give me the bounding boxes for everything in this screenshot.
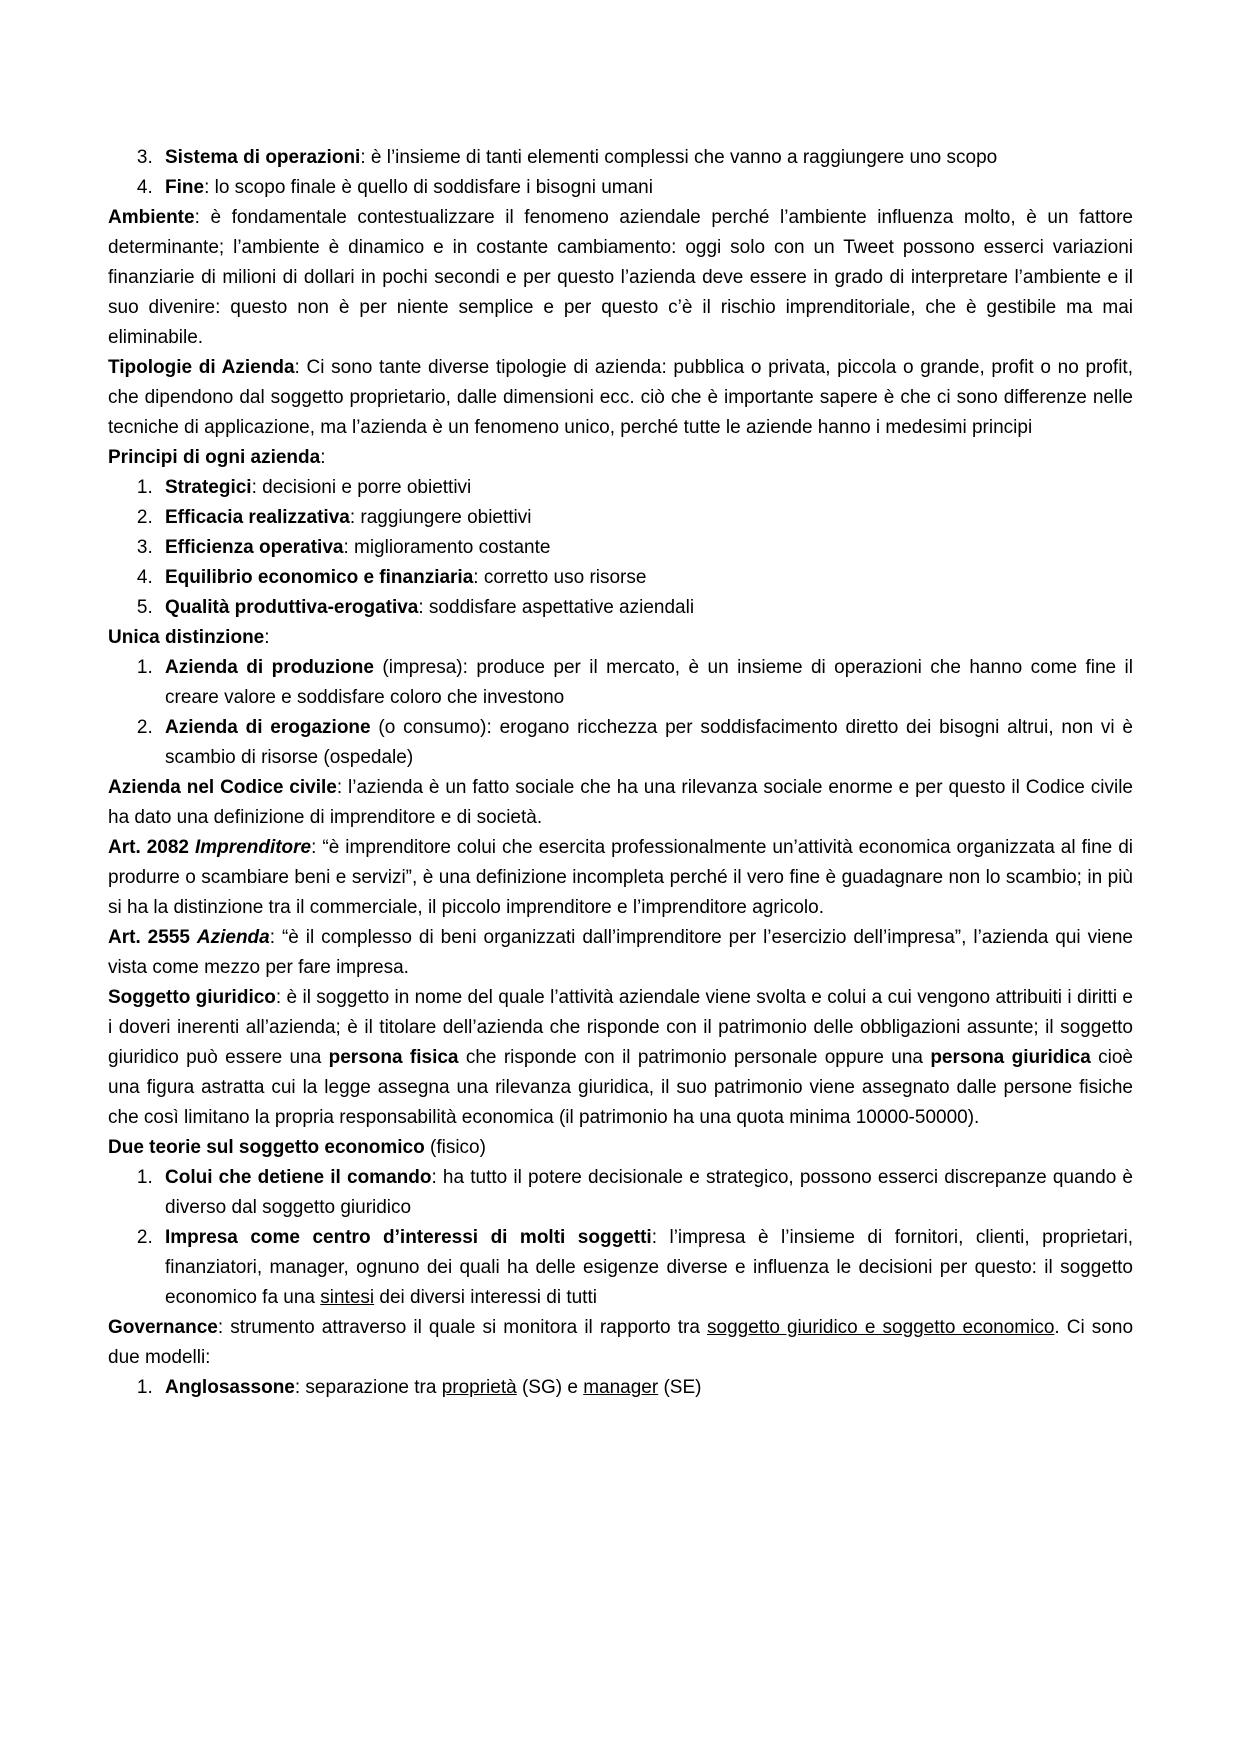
bold-text: persona fisica <box>328 1047 459 1068</box>
art-2082-paragraph <box>108 833 1133 923</box>
ambiente-paragraph <box>108 203 1133 353</box>
principi-heading <box>108 443 1133 473</box>
text-segment: : è l’insieme di tanti elementi complessi che vanno a raggiungere uno scopo <box>360 147 998 168</box>
bold-text: Art. 2082 <box>108 837 195 858</box>
definition-list-items-3-4 <box>108 143 1133 203</box>
underlined-text: soggetto giuridico e soggetto economico <box>707 1317 1055 1338</box>
bold-text: Qualità produttiva-erogativa <box>165 597 419 618</box>
text-segment: (SG) e <box>516 1377 584 1398</box>
text-segment: : <box>320 447 326 468</box>
list-item <box>158 143 1133 173</box>
text-segment: : è fondamentale contestualizzare il fenomeno aziendale perché l’ambiente influenza molto, è un fattore determinante; l’ambiente è dinamico e in costante cambiamento: oggi solo con un Tweet possono esserci variazioni finanziarie di milioni di dollari in pochi secondi e per questo l’azienda deve essere in grado di interpretare l’ambiente e il suo divenire: questo non è per niente semplice e per questo c’è il rischio imprenditoriale, che è gestibile ma mai eliminabile. <box>108 207 1133 348</box>
text-segment: : separazione tra <box>294 1377 442 1398</box>
bold-text: Art. 2555 <box>108 927 197 948</box>
bold-text: persona giuridica <box>930 1047 1091 1068</box>
bold-text: Impresa come centro d’interessi di molti soggetti <box>165 1227 652 1248</box>
list-item <box>158 1163 1133 1223</box>
list-item <box>158 1373 1133 1403</box>
text-segment: . Ci sono due modelli: <box>108 1317 1134 1368</box>
bold-text: Efficacia realizzativa <box>165 507 350 528</box>
document-body <box>108 143 1133 1403</box>
bold-text: Unica distinzione <box>108 627 265 648</box>
list-item <box>158 593 1133 623</box>
text-segment: che risponde con il patrimonio personale oppure una <box>458 1047 931 1068</box>
text-segment: (SE) <box>658 1377 702 1398</box>
list-item <box>158 563 1133 593</box>
bold-text: Azienda di erogazione <box>165 717 371 738</box>
text-segment: dei diversi interessi di tutti <box>374 1287 597 1308</box>
unica-distinzione-list <box>108 653 1133 773</box>
list-item <box>158 1223 1133 1313</box>
bold-text: Governance <box>108 1317 218 1338</box>
text-segment: (fisico) <box>424 1137 486 1158</box>
list-item <box>158 503 1133 533</box>
bold-text: Azienda di produzione <box>165 657 374 678</box>
list-item <box>158 653 1133 713</box>
governance-paragraph <box>108 1313 1133 1373</box>
underlined-text: manager <box>583 1377 659 1398</box>
bold-text: Azienda nel Codice civile <box>108 777 337 798</box>
text-segment: : strumento attraverso il quale si monitora il rapporto tra <box>217 1317 707 1338</box>
principi-list <box>108 473 1133 623</box>
governance-models-list <box>108 1373 1133 1403</box>
text-segment: : “è imprenditore colui che esercita professionalmente un’attività economica organizzata al fine di produrre o scambiare beni e servizi”, è una definizione incompleta perché il vero fine è guadagnare non lo scambio; in più si ha la distinzione tra il commerciale, il piccolo imprenditore e l’imprenditore agricolo. <box>108 837 1133 918</box>
text-segment: : l’impresa è l’insieme di fornitori, clienti, proprietari, finanziatori, manager, ognuno dei quali ha delle esigenze diverse e influenza le decisioni per questo: il soggetto economico fa una <box>165 1227 1133 1308</box>
text-segment: : raggiungere obiettivi <box>349 507 532 528</box>
text-segment: cioè una figura astratta cui la legge assegna una rilevanza giuridica, il suo patrimonio viene assegnato dalle persone fisiche che così limitano la propria responsabilità economica (il patrimonio ha una quota minima 10000-50000). <box>108 1047 1133 1128</box>
unica-distinzione-heading <box>108 623 1133 653</box>
text-segment: : <box>264 627 270 648</box>
bold-text: Ambiente <box>108 207 195 228</box>
list-item <box>158 713 1133 773</box>
art-2555-paragraph <box>108 923 1133 983</box>
codice-civile-paragraph <box>108 773 1133 833</box>
bold-text: Tipologie di Azienda <box>108 357 295 378</box>
text-segment: (o consumo): erogano ricchezza per soddisfacimento diretto dei bisogni altrui, non vi è scambio di risorse (ospedale) <box>165 717 1133 768</box>
text-segment: : ha tutto il potere decisionale e strategico, possono esserci discrepanze quando è diverso dal soggetto giuridico <box>165 1167 1134 1218</box>
bold-text: Equilibrio economico e finanziaria <box>165 567 474 588</box>
list-item <box>158 473 1133 503</box>
tipologie-paragraph <box>108 353 1133 443</box>
bold-text: Anglosassone <box>165 1377 295 1398</box>
bold-text: Azienda <box>196 927 270 948</box>
bold-text: Efficienza operativa <box>165 537 344 558</box>
text-segment: : lo scopo finale è quello di soddisfare i bisogni umani <box>204 177 653 198</box>
due-teorie-list <box>108 1163 1133 1313</box>
list-item <box>158 173 1133 203</box>
text-segment: : miglioramento costante <box>343 537 551 558</box>
underlined-text: sintesi <box>320 1287 375 1308</box>
bold-text: Strategici <box>165 477 252 498</box>
bold-text: Due teorie sul soggetto economico <box>108 1137 425 1158</box>
bold-text: Soggetto giuridico <box>108 987 276 1008</box>
list-item <box>158 533 1133 563</box>
bold-text: Fine <box>165 177 205 198</box>
underlined-text: proprietà <box>441 1377 517 1398</box>
bold-text: Principi di ogni azienda <box>108 447 321 468</box>
text-segment: (impresa): produce per il mercato, è un insieme di operazioni che hanno come fine il creare valore e soddisfare coloro che investono <box>165 657 1133 708</box>
bold-text: Colui che detiene il comando <box>165 1167 432 1188</box>
text-segment: : “è il complesso di beni organizzati dall’imprenditore per l’esercizio dell’impresa”, l’azienda qui viene vista come mezzo per fare impresa. <box>108 927 1133 978</box>
soggetto-giuridico-paragraph <box>108 983 1133 1133</box>
text-segment: : soddisfare aspettative aziendali <box>418 597 695 618</box>
due-teorie-heading <box>108 1133 1133 1163</box>
text-segment: : Ci sono tante diverse tipologie di azienda: pubblica o privata, piccola o grande, profit o no profit, che dipendono dal soggetto proprietario, dalle dimensioni ecc. ciò che è importante sapere è che ci sono differenze nelle tecniche di applicazione, ma l’azienda è un fenomeno unico, perché tutte le aziende hanno i medesimi principi <box>108 357 1133 438</box>
bold-text: Imprenditore <box>195 837 312 858</box>
text-segment: : corretto uso risorse <box>473 567 647 588</box>
text-segment: : l’azienda è un fatto sociale che ha una rilevanza sociale enorme e per questo il Codice civile ha dato una definizione di imprenditore e di società. <box>108 777 1133 828</box>
text-segment: : decisioni e porre obiettivi <box>251 477 472 498</box>
text-segment: : è il soggetto in nome del quale l’attività aziendale viene svolta e colui a cui vengono attribuiti i diritti e i doveri inerenti all’azienda; è il titolare dell’azienda che risponde con il patrimonio delle obbligazioni assunte; il soggetto giuridico può essere una <box>108 987 1133 1068</box>
bold-text: Sistema di operazioni <box>165 147 361 168</box>
